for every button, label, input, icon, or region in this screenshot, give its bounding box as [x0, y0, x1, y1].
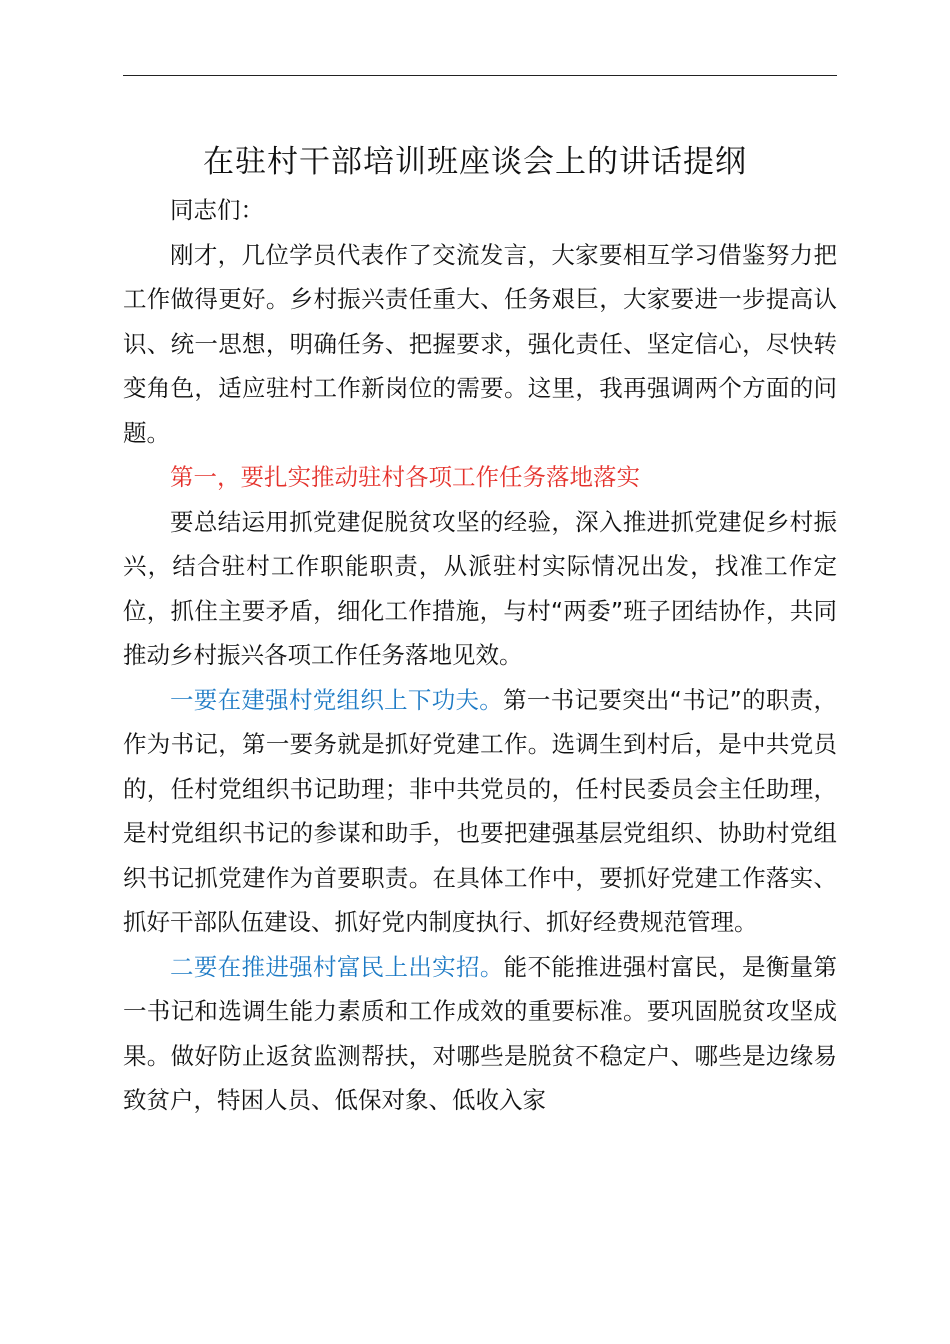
paragraph-village-prosperity — [123, 945, 837, 1123]
paragraph-section-one: 要总结运用抓党建促脱贫攻坚的经验，深入推进抓党建促乡村振兴，结合驻村工作职能职责，从派驻村实际情况出发，找准工作定位，抓住主要矛盾，细化工作措施，与村“两委”班子团结协作，共同推动乡村振兴各项工作任务落地见效。 — [123, 507, 837, 669]
subheading-one: 一要在建强村党组织上下功夫。 — [170, 685, 504, 714]
paragraph-party-building — [123, 678, 837, 945]
page-title: 在驻村干部培训班座谈会上的讲话提纲 — [203, 144, 747, 180]
paragraph-village-prosperity-text: 能不能推进强村富民，是衡量第一书记和选调生能力素质和工作成效的重要标准。要巩固脱贫攻坚成果。做好防止返贫监测帮扶，对哪些是脱贫不稳定户、哪些是边缘易致贫户，特困人员、低保对象、低收入家 — [123, 952, 838, 1114]
paragraph-intro: 刚才，几位学员代表作了交流发言，大家要相互学习借鉴努力把工作做得更好。乡村振兴责任重大、任务艰巨，大家要进一步提高认识、统一思想，明确任务、把握要求，强化责任、坚定信心，尽快转变角色，适应驻村工作新岗位的需要。这里，我再强调两个方面的问题。 — [123, 240, 837, 447]
subheading-two: 二要在推进强村富民上出实招。 — [170, 952, 504, 981]
paragraph-party-building-text: 第一书记要突出“书记”的职责，作为书记，第一要务就是抓好党建工作。选调生到村后，是中共党员的，任村党组织书记助理；非中共党员的，任村民委员会主任助理，是村党组织书记的参谋和助手，也要把建强基层党组织、协助村党组织书记抓党建作为首要职责。在具体工作中，要抓好党建工作落实、抓好干部队伍建设、抓好党内制度执行、抓好经费规范管理。 — [123, 685, 837, 936]
document-body — [123, 188, 837, 1123]
section-heading-first: 第一，要扎实推动驻村各项工作任务落地落实 — [170, 463, 640, 491]
header-rule — [123, 75, 837, 76]
salutation: 同志们： — [170, 196, 264, 224]
